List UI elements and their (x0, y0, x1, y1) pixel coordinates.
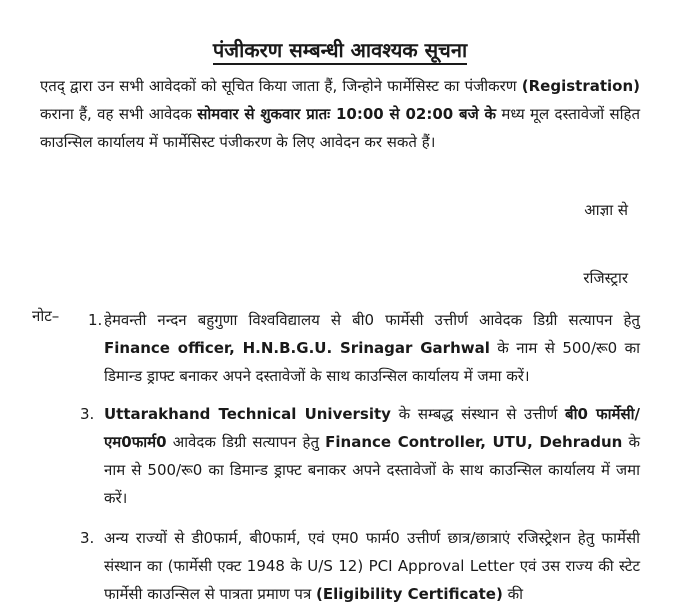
note-label: नोट– (32, 307, 60, 325)
sign-registrar: रजिस्ट्रार (583, 269, 628, 287)
note-2: Uttarakhand Technical University के सम्बद्ध संस्थान से उत्तीर्ण बी0 फार्मेसी/एम0फार्म0 आवेदक डिग्री सत्यापन हेतु Finance Controller, UTU, Dehradun के नाम से 500/रू0 का डिमान्ड ड्राफ्ट बनाकर अपने दस्तावेजों के साथ काउन्सिल कार्यालय में जमा करें। (104, 405, 640, 507)
note-3-number: 3. (80, 529, 95, 547)
notice-title: पंजीकरण सम्बन्धी आवश्यक सूचना (0, 36, 680, 63)
note-1: हेमवन्ती नन्दन बहुगुणा विश्वविद्यालय से बी0 फार्मेसी उत्तीर्ण आवेदक डिग्री सत्यापन हेतु Finance officer, H.N.B.G.U. Srinagar Garhwal के नाम से 500/रू0 का डिमान्ड ड्राफ्ट बनाकर अपने दस्तावेजों के साथ काउन्सिल कार्यालय में जमा करें। (104, 311, 641, 385)
note-1-number: 1. (88, 311, 103, 329)
intro-paragraph: एतद् द्वारा उन सभी आवेदकों को सूचित किया जाता हैं, जिन्होने फार्मेसिस्ट का पंजीकरण (Registration) कराना हैं, वह सभी आवेदक सोमवार से शुकवार प्रातः 10:00 से 02:00 बजे के मध्य मूल दस्तावेजों सहित काउन्सिल कार्यालय में फार्मेसिस्ट पंजीकरण के लिए आवेदन कर सकते हैं। (40, 77, 641, 151)
note-2-number: 3. (80, 405, 95, 423)
note-3: अन्य राज्यों से डी0फार्म, बी0फार्म, एवं एम0 फार्म0 उत्तीर्ण छात्र/छात्राएं रजिस्ट्रेशन हेतु फार्मेसी संस्थान का (फार्मेसी एक्ट 1948 के U/S 12) PCI Approval Letter एवं उस राज्य की स्टेट फार्मेसी काउन्सिल से पात्रता प्रमाण पत्र (Eligibility Certificate) की (104, 529, 640, 603)
sign-order: आज्ञा से (584, 201, 628, 219)
